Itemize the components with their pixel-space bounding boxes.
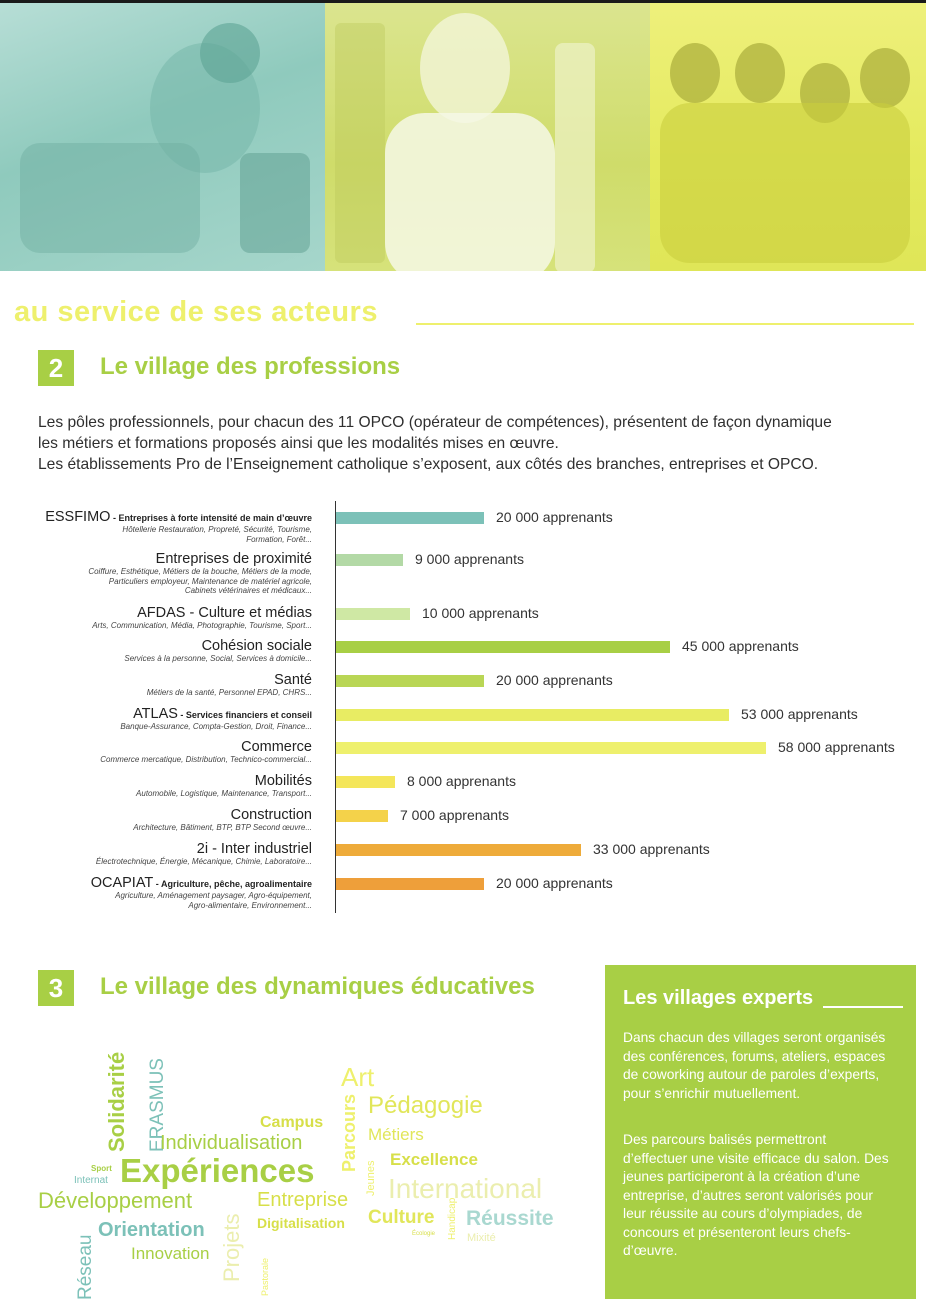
- bar-value-label: 9 000 apprenants: [415, 551, 524, 567]
- word-individualisation: Individualisation: [160, 1132, 303, 1154]
- word-reussite: Réussite: [466, 1207, 554, 1230]
- bar-category-subtitle: - Agriculture, pêche, agroalimentaire: [153, 879, 312, 889]
- bar-value-label: 10 000 apprenants: [422, 605, 539, 621]
- bar-category-description: Formation, Forêt...: [246, 534, 312, 544]
- word-mixite: Mixité: [467, 1232, 496, 1244]
- experts-title: Les villages experts: [623, 987, 814, 1009]
- bar: [336, 641, 670, 653]
- bar-category-description: Automobile, Logistique, Maintenance, Transport...: [136, 789, 312, 798]
- word-entreprise: Entreprise: [257, 1189, 349, 1211]
- bar-value-label: 53 000 apprenants: [741, 706, 858, 722]
- bar-value-label: 8 000 apprenants: [407, 773, 516, 789]
- word-digitalisation: Digitalisation: [257, 1215, 345, 1231]
- bar-category-name: [120, 706, 312, 722]
- bar-category-description: Hôtellerie Restauration, Propreté, Sécurité, Tourisme,: [122, 525, 312, 534]
- bar-category-description: Commerce mercatique, Distribution, Technico-commercial...: [100, 755, 312, 764]
- bar-category-name: [45, 509, 312, 525]
- word-internat: Internat: [74, 1175, 108, 1186]
- bar-category-name: [147, 672, 312, 688]
- bar-category-description: Particuliers employeur, Maintenance de matériel agricole,: [108, 576, 312, 586]
- bar-category-title: 2i - Inter industriel: [196, 841, 312, 857]
- word-art: Art: [341, 1062, 375, 1092]
- section-title: au service de ses acteurs: [14, 296, 378, 328]
- bar-category-title: ESSFIMO: [45, 509, 111, 525]
- bar-category-subtitle: - Entreprises à forte intensité de main d’œuvre: [110, 513, 312, 523]
- bar-value-label: 45 000 apprenants: [682, 638, 799, 654]
- bar-value-label: 7 000 apprenants: [400, 807, 509, 823]
- experts-title-rule: [823, 1006, 903, 1008]
- experts-paragraph-2: Des parcours balisés permettront d’effectuer une visite efficace du salon. Des jeunes participeront à la création d’une entreprise, d’autres seront valorisés pour leur réussite au cours d’olympiades, de concours et présenteront leurs chefs-d’œuvre.: [623, 1132, 889, 1258]
- section2-heading: Le village des professions: [100, 353, 401, 380]
- section3-number-badge: 3: [38, 970, 74, 1006]
- bar-category-description: Coiffure, Esthétique, Métiers de la bouche, Métiers de la mode,: [88, 567, 312, 576]
- word-handicap: Handicap: [447, 1197, 458, 1240]
- bar-category-title: Cohésion sociale: [201, 638, 312, 654]
- bar: [336, 709, 729, 721]
- word-sport: Sport: [91, 1164, 112, 1173]
- bar: [336, 810, 388, 822]
- bar-label: [91, 875, 312, 910]
- bar-category-title: AFDAS - Culture et médias: [137, 605, 312, 621]
- section2-number-badge: 2: [38, 350, 74, 386]
- section2-intro: [38, 412, 908, 475]
- word-international: International: [388, 1173, 543, 1204]
- word-parcours: Parcours: [339, 1093, 359, 1172]
- word-jeunes: Jeunes: [365, 1160, 377, 1196]
- bar: [336, 675, 484, 687]
- bar-category-title: ATLAS: [133, 706, 178, 722]
- bar-label: [100, 739, 312, 765]
- bar-label: [120, 706, 312, 732]
- bar-category-description: Services à la personne, Social, Services à domicile...: [124, 654, 312, 663]
- bar: [336, 776, 395, 788]
- bar-category-name: [96, 841, 312, 857]
- bar-label: [88, 551, 312, 596]
- experts-box: [605, 965, 916, 1299]
- bar-category-name: [100, 739, 312, 755]
- bar-label: [147, 672, 312, 698]
- word-pedagogie: Pédagogie: [368, 1092, 483, 1119]
- word-innovation: Innovation: [131, 1244, 210, 1263]
- photo-banner: [0, 3, 926, 271]
- bar-category-name: [136, 773, 312, 789]
- bar-category-description: Cabinets vétérinaires et médicaux...: [184, 586, 312, 595]
- bar-category-title: OCAPIAT: [90, 875, 154, 891]
- bar: [336, 608, 410, 620]
- bar-value-label: 20 000 apprenants: [496, 509, 613, 525]
- bar-category-description: Agriculture, Aménagement paysager, Agro-équipement,: [115, 891, 312, 900]
- bar-category-name: [92, 605, 312, 621]
- word-solidarite: Solidarité: [104, 1051, 129, 1152]
- bar-category-description: Arts, Communication, Média, Photographie, Tourisme, Sport...: [92, 621, 312, 630]
- bar-category-subtitle: - Services financiers et conseil: [177, 710, 312, 720]
- bar-category-description: Architecture, Bâtiment, BTP, BTP Second œuvre...: [133, 823, 312, 832]
- bar: [336, 554, 403, 566]
- word-campus: Campus: [260, 1114, 324, 1131]
- bar-category-title: Construction: [230, 807, 312, 823]
- bar-category-description: Électrotechnique, Énergie, Mécanique, Chimie, Laboratoire...: [95, 857, 312, 866]
- bar-value-label: 20 000 apprenants: [496, 672, 613, 688]
- bar-label: [45, 509, 312, 544]
- intro-line-1: Les pôles professionnels, pour chacun des 11 OPCO (opérateur de compétences), présentent de façon dynamique: [38, 414, 832, 431]
- bar-category-description: Agro-alimentaire, Environnement...: [188, 900, 312, 910]
- bar-label: [96, 841, 312, 867]
- bar-label: [92, 605, 312, 631]
- word-ecologie: Écologie: [412, 1231, 436, 1237]
- bar: [336, 512, 484, 524]
- bar: [336, 844, 581, 856]
- photo-group-of-students: [650, 3, 926, 271]
- word-orientation: Orientation: [98, 1219, 205, 1241]
- bar-category-name: [133, 807, 312, 823]
- word-pastorale: Pastorale: [260, 1257, 270, 1296]
- bar: [336, 878, 484, 890]
- section-title-rule: [416, 323, 914, 325]
- bar-category-description: Métiers de la santé, Personnel EPAD, CHRS...: [146, 688, 312, 697]
- bar: [336, 742, 766, 754]
- section3-heading: Le village des dynamiques éducatives: [100, 973, 535, 1000]
- bar-category-name: [124, 638, 312, 654]
- word-erasmus: ERASMUS: [147, 1058, 168, 1152]
- word-reseau: Réseau: [75, 1234, 96, 1300]
- word-experiences: Expériences: [120, 1152, 315, 1189]
- word-excellence: Excellence: [390, 1150, 478, 1169]
- bar-category-name: [91, 875, 312, 891]
- word-culture: Culture: [368, 1207, 435, 1228]
- bar-value-label: 33 000 apprenants: [593, 841, 710, 857]
- bar-category-title: Mobilités: [254, 773, 312, 789]
- word-developpement: Développement: [38, 1188, 193, 1213]
- bar-value-label: 58 000 apprenants: [778, 739, 895, 755]
- word-metiers: Métiers: [368, 1125, 424, 1144]
- bar-label: [124, 638, 312, 664]
- bar-value-label: 20 000 apprenants: [496, 875, 613, 891]
- intro-line-3: Les établissements Pro de l’Enseignement catholique s’exposent, aux côtés des branches, entreprises et OPCO.: [38, 456, 819, 473]
- bar-category-name: [88, 551, 312, 567]
- experts-paragraph-1: Dans chacun des villages seront organisés des conférences, forums, ateliers, espaces de coworking autour de paroles d’experts, pour s’enrichir mutuellement.: [623, 1030, 886, 1101]
- bar-category-title: Commerce: [241, 739, 312, 755]
- bar-category-description: Banque-Assurance, Compta-Gestion, Droit, Finance...: [120, 722, 312, 731]
- bar-category-title: Entreprises de proximité: [155, 551, 312, 567]
- word-projets: Projets: [219, 1213, 244, 1282]
- intro-line-2: les métiers et formations proposés ainsi que les modalités mises en œuvre.: [38, 435, 559, 452]
- bar-label: [133, 807, 312, 833]
- photo-lab-technician: [325, 3, 650, 271]
- bar-category-title: Santé: [274, 672, 312, 688]
- photo-mechanic-workshop: [0, 3, 325, 271]
- bar-label: [136, 773, 312, 799]
